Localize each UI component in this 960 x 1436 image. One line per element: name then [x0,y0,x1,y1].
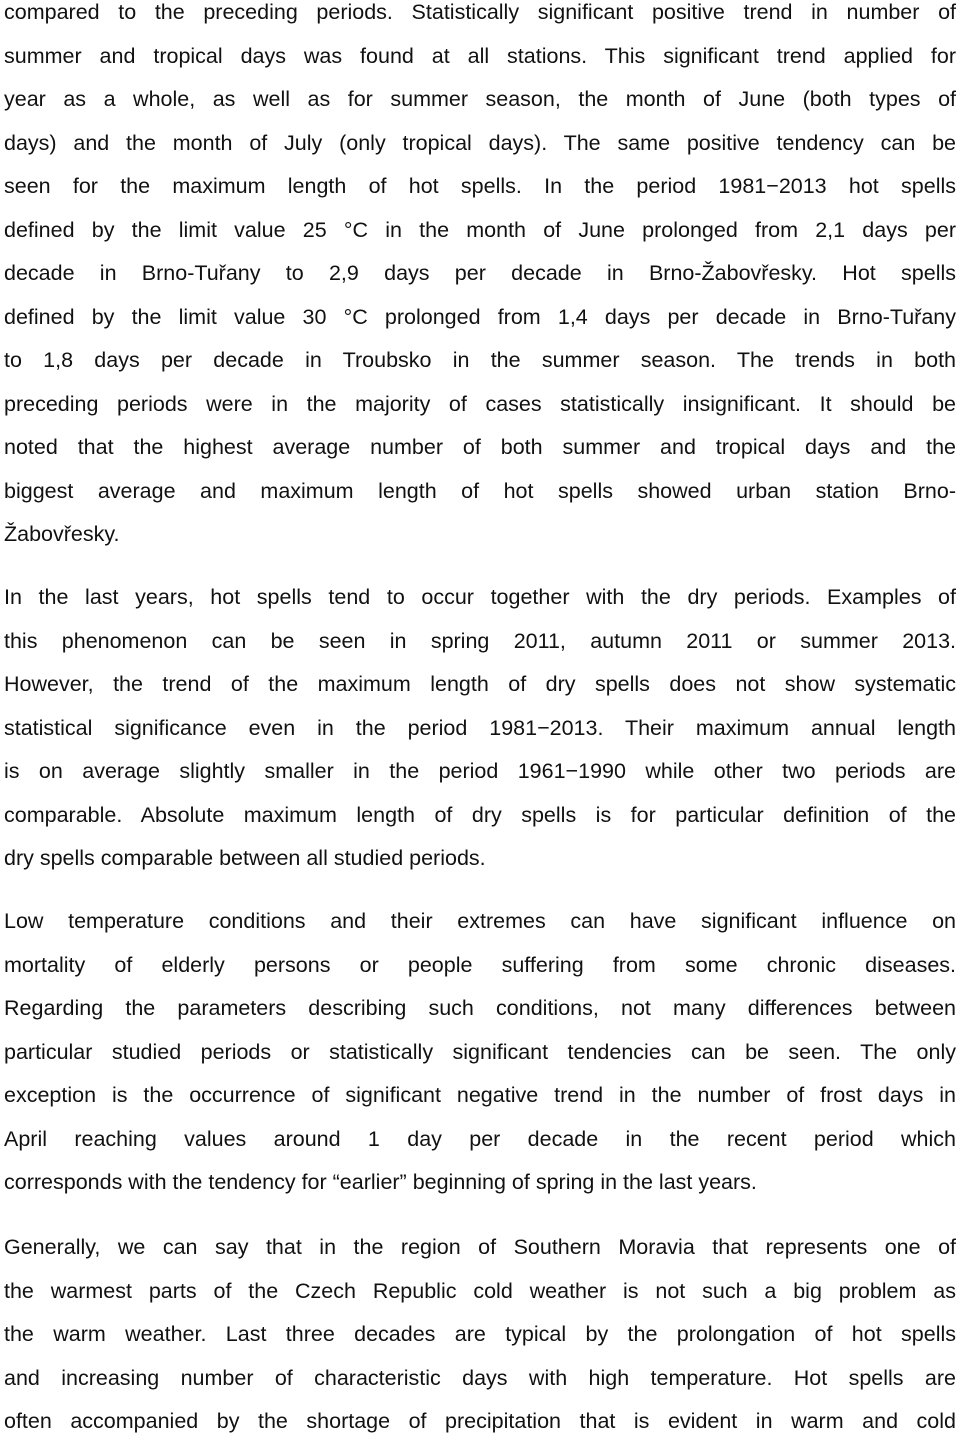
paragraph-dry-periods [4,576,956,881]
text-line: Žabovřesky. [4,522,120,546]
text-line: decade in Brno-Tuřany to 2,9 days per decade in Brno-Žabovřesky. Hot spells [4,261,956,285]
paragraph-low-temperature [4,900,956,1205]
text-line: preceding periods were in the majority of cases statistically insignificant. It should be [4,391,956,416]
text-line: statistical significance even in the period 1981−2013. Their maximum annual length [4,715,956,740]
text-line: the warm weather. Last three decades are typical by the prolongation of hot spells [4,1322,956,1346]
text-line: seen for the maximum length of hot spells. In the period 1981−2013 hot spells [4,174,956,198]
text-line: defined by the limit value 30 °C prolonged from 1,4 days per decade in Brno-Tuřany [4,304,956,329]
text-line: is on average slightly smaller in the period 1961−1990 while other two periods are [4,759,956,783]
text-line: the warmest parts of the Czech Republic cold weather is not such a big problem as [4,1278,956,1303]
text-line: and increasing number of characteristic days with high temperature. Hot spells are [4,1365,956,1390]
text-line: However, the trend of the maximum length of dry spells does not show systematic [4,672,956,696]
text-line: Generally, we can say that in the region of Southern Moravia that represents one of [4,1235,956,1259]
text-line: this phenomenon can be seen in spring 2011, autumn 2011 or summer 2013. [4,628,956,653]
paragraph-conclusion [4,1226,956,1436]
text-line: summer and tropical days was found at all stations. This significant trend applied for [4,43,956,68]
text-line: mortality of elderly persons or people suffering from some chronic diseases. [4,952,956,977]
text-line: compared to the preceding periods. Statistically significant positive trend in number of [4,0,956,24]
text-line: particular studied periods or statistically significant tendencies can be seen. The only [4,1039,956,1064]
text-line: comparable. Absolute maximum length of dry spells is for particular definition of the [4,802,956,827]
text-line: Low temperature conditions and their extremes can have significant influence on [4,909,956,933]
text-line: exception is the occurrence of significant negative trend in the number of frost days in [4,1083,956,1107]
text-line: Regarding the parameters describing such conditions, not many differences between [4,996,956,1020]
text-line: In the last years, hot spells tend to occur together with the dry periods. Examples of [4,585,956,609]
text-line: dry spells comparable between all studied periods. [4,846,486,870]
text-line: noted that the highest average number of both summer and tropical days and the [4,435,956,459]
text-line: often accompanied by the shortage of precipitation that is evident in warm and cold [4,1409,956,1433]
text-line: biggest average and maximum length of hot spells showed urban station Brno- [4,478,956,503]
text-line: corresponds with the tendency for “earlier” beginning of spring in the last years. [4,1170,757,1194]
text-line: days) and the month of July (only tropical days). The same positive tendency can be [4,130,956,155]
text-line: April reaching values around 1 day per decade in the recent period which [4,1126,956,1151]
text-line: to 1,8 days per decade in Troubsko in the summer season. The trends in both [4,348,956,372]
text-line: defined by the limit value 25 °C in the month of June prolonged from 2,1 days per [4,217,956,242]
paragraph-hot-spell-trends [4,0,956,557]
text-line: year as a whole, as well as for summer season, the month of June (both types of [4,87,956,111]
